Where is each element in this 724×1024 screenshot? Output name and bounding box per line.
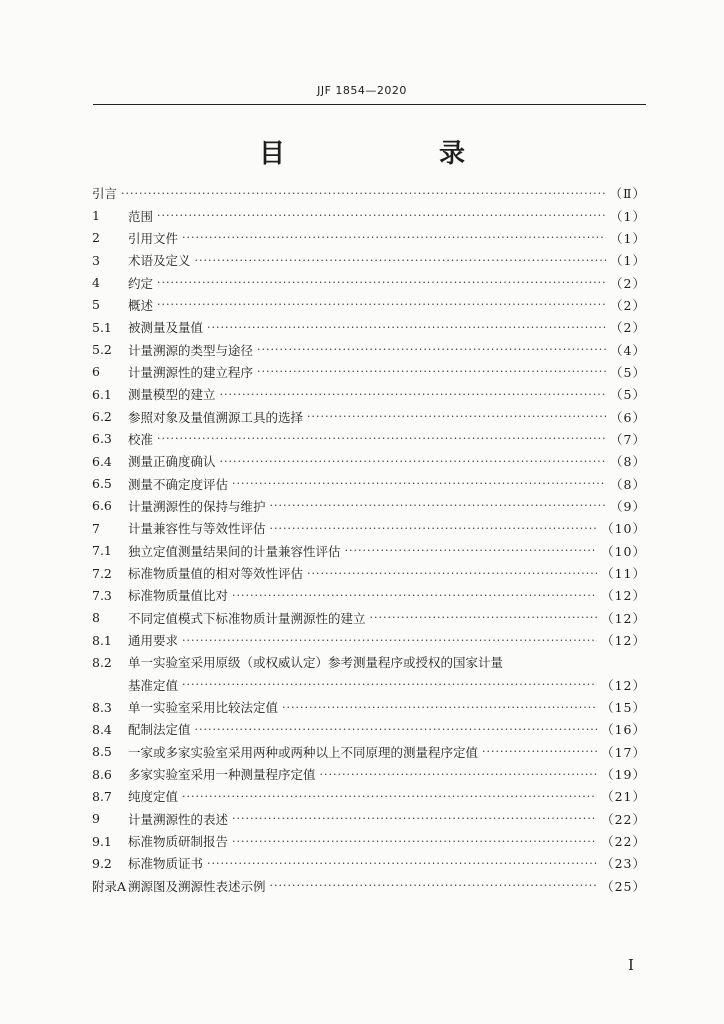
toc-entry-number: 8.1	[92, 632, 112, 648]
toc-entry[interactable]	[92, 428, 646, 450]
toc-entry-number: 6.3	[92, 431, 112, 447]
toc-leader-dots	[232, 589, 597, 602]
toc-entry-page: （8）	[610, 454, 646, 470]
toc-entry[interactable]	[92, 651, 646, 673]
toc-entry[interactable]	[92, 361, 646, 383]
toc-entry-page: （12）	[601, 610, 646, 626]
toc-leader-dots	[482, 745, 597, 758]
toc-entry-number: 9.2	[92, 855, 112, 871]
toc-entry-number: 9	[92, 811, 100, 827]
toc-entry-number: 7	[92, 520, 100, 536]
toc-entry[interactable]	[92, 227, 646, 249]
toc-entry-page: （1）	[610, 253, 646, 269]
toc-entry[interactable]	[92, 294, 646, 316]
header-rule	[93, 104, 646, 105]
toc-entry-page: （16）	[601, 722, 646, 738]
toc-entry-page: （1）	[610, 230, 646, 246]
toc-leader-dots	[232, 477, 606, 490]
toc-entry-page: （4）	[610, 342, 646, 358]
toc-entry-number: 6.6	[92, 498, 112, 514]
toc-leader-dots	[157, 298, 606, 311]
toc-entry-number: 附录A	[92, 878, 127, 894]
toc-entry-label: 引用文件	[128, 230, 179, 246]
toc-entry-page: （6）	[610, 409, 646, 425]
toc-entry-page: （5）	[610, 387, 646, 403]
toc-entry-number: 2	[92, 230, 100, 246]
toc-entry-page: （10）	[601, 521, 646, 537]
toc-entry-label: 计量溯源性的表述	[128, 811, 229, 827]
toc-entry-page: （2）	[610, 320, 646, 336]
toc-entry[interactable]	[92, 629, 646, 651]
toc-entry[interactable]	[92, 204, 646, 226]
toc-entry-number: 3	[92, 252, 100, 268]
toc-entry-label: 术语及定义	[128, 253, 191, 269]
table-of-contents	[92, 182, 646, 897]
toc-leader-dots	[157, 276, 606, 289]
page-number: I	[628, 956, 634, 974]
toc-entry-label: 配制法定值	[128, 722, 191, 738]
toc-entry[interactable]	[92, 763, 646, 785]
toc-entry-label: 标准物质证书	[128, 856, 204, 872]
toc-entry-page: （1）	[610, 208, 646, 224]
toc-entry-number: 8.6	[92, 766, 112, 782]
toc-entry-label: 标准物质研制报告	[128, 834, 229, 850]
toc-entry-page: （19）	[601, 767, 646, 783]
toc-entry-page: （22）	[601, 834, 646, 850]
toc-entry-label: 独立定值测量结果间的计量兼容性评估	[128, 543, 341, 559]
toc-entry-page: （10）	[601, 543, 646, 559]
toc-entry-label: 标准物质量值的相对等效性评估	[128, 566, 304, 582]
toc-leader-dots	[182, 790, 597, 803]
toc-entry[interactable]	[92, 696, 646, 718]
toc-entry-number: 5	[92, 297, 100, 313]
toc-entry-page: （21）	[601, 789, 646, 805]
toc-entry-label: 单一实验室采用原级（或权威认定）参考测量程序或授权的国家计量	[128, 655, 504, 671]
toc-entry[interactable]	[92, 271, 646, 293]
toc-leader-dots	[220, 388, 607, 401]
toc-entry[interactable]	[92, 450, 646, 472]
toc-leader-dots	[157, 432, 606, 445]
toc-entry-label: 计量溯源的类型与途径	[128, 342, 254, 358]
toc-entry-page: （15）	[601, 700, 646, 716]
toc-entry[interactable]	[92, 405, 646, 427]
toc-entry[interactable]	[92, 316, 646, 338]
toc-entry-number: 7.2	[92, 565, 112, 581]
toc-entry[interactable]	[92, 785, 646, 807]
toc-entry-page: （11）	[601, 566, 646, 582]
toc-entry[interactable]	[92, 495, 646, 517]
toc-entry-page: （7）	[610, 431, 646, 447]
toc-entry-page: （Ⅱ）	[609, 186, 646, 202]
toc-entry[interactable]	[92, 182, 646, 204]
toc-leader-dots	[182, 634, 597, 647]
toc-entry-page: （12）	[601, 633, 646, 649]
toc-entry-label: 计量兼容性与等效性评估	[128, 521, 266, 537]
toc-entry-page: （12）	[601, 588, 646, 604]
toc-leader-dots	[270, 499, 607, 512]
toc-entry-number: 8.7	[92, 788, 112, 804]
toc-leader-dots	[207, 321, 606, 334]
toc-entry[interactable]	[92, 540, 646, 562]
toc-entry[interactable]	[92, 517, 646, 539]
toc-entry-number: 6.4	[92, 453, 112, 469]
toc-entry[interactable]	[92, 741, 646, 763]
toc-entry-number: 1	[92, 208, 100, 224]
toc-entry-number: 5.2	[92, 342, 112, 358]
toc-leader-dots	[270, 879, 598, 892]
toc-leader-dots	[307, 567, 597, 580]
toc-entry-label: 计量溯源性的建立程序	[128, 364, 254, 380]
toc-entry-number: 8.3	[92, 699, 112, 715]
toc-leader-dots	[182, 231, 606, 244]
toc-entry-page: （9）	[610, 498, 646, 514]
toc-entry-label: 范围	[128, 208, 154, 224]
toc-entry-label: 溯源图及溯源性表述示例	[128, 878, 266, 894]
toc-leader-dots	[257, 365, 606, 378]
toc-title: 目 录	[258, 139, 499, 169]
toc-leader-dots	[257, 343, 606, 356]
toc-leader-dots	[157, 209, 606, 222]
toc-leader-dots	[195, 254, 607, 267]
toc-entry-page: （12）	[601, 677, 646, 693]
toc-entry-label: 测量不确定度评估	[128, 476, 229, 492]
toc-entry-label: 标准物质量值比对	[128, 588, 229, 604]
toc-entry-page: （25）	[601, 878, 646, 894]
toc-entry-page: （2）	[610, 297, 646, 313]
toc-entry-number: 7.1	[92, 543, 112, 559]
toc-leader-dots	[307, 410, 606, 423]
toc-leader-dots	[121, 187, 605, 200]
toc-leader-dots	[207, 857, 597, 870]
toc-entry-label: 约定	[128, 275, 154, 291]
toc-entry-page: （17）	[601, 744, 646, 760]
toc-entry-label: 概述	[128, 297, 154, 313]
toc-entry[interactable]	[92, 830, 646, 852]
toc-leader-dots	[270, 522, 598, 535]
toc-entry-label: 被测量及量值	[128, 320, 204, 336]
toc-entry[interactable]	[92, 562, 646, 584]
toc-leader-dots	[282, 701, 597, 714]
toc-entry-page: （2）	[610, 275, 646, 291]
toc-entry-label: 通用要求	[128, 633, 179, 649]
toc-entry-label: 不同定值模式下标准物质计量溯源性的建立	[128, 610, 366, 626]
toc-entry-label: 纯度定值	[128, 789, 179, 805]
toc-entry-label: 测量模型的建立	[128, 387, 216, 403]
toc-entry[interactable]	[92, 718, 646, 740]
toc-leader-dots	[320, 768, 598, 781]
toc-entry[interactable]	[92, 338, 646, 360]
toc-entry-page: （23）	[601, 856, 646, 872]
toc-leader-dots	[195, 723, 598, 736]
document-code: JJF 1854—2020	[317, 84, 407, 97]
toc-entry-number: 8.5	[92, 744, 112, 760]
toc-entry-label: 单一实验室采用比较法定值	[128, 700, 279, 716]
toc-leader-dots	[370, 611, 598, 624]
toc-entry-label: 校准	[128, 431, 154, 447]
toc-entry[interactable]	[92, 674, 646, 696]
toc-entry-number: 8	[92, 610, 100, 626]
toc-entry-label: 测量正确度确认	[128, 454, 216, 470]
toc-entry-number: 8.4	[92, 721, 112, 737]
toc-entry[interactable]	[92, 808, 646, 830]
toc-entry-page: （22）	[601, 811, 646, 827]
toc-entry[interactable]	[92, 383, 646, 405]
toc-entry-number: 6.5	[92, 476, 112, 492]
toc-entry-label: 一家或多家实验室采用两种或两种以上不同原理的测量程序定值	[128, 744, 479, 760]
toc-entry[interactable]	[92, 249, 646, 271]
toc-entry-number: 6	[92, 364, 100, 380]
toc-leader-dots	[220, 455, 607, 468]
toc-entry-number: 5.1	[92, 319, 112, 335]
toc-leader-dots	[232, 835, 597, 848]
toc-entry-label: 引言	[92, 186, 118, 202]
toc-entry-page: （5）	[610, 364, 646, 380]
toc-entry[interactable]	[92, 852, 646, 874]
toc-entry-number: 7.3	[92, 587, 112, 603]
toc-leader-dots	[182, 678, 597, 691]
toc-entry-label: 多家实验室采用一种测量程序定值	[128, 767, 316, 783]
toc-leader-dots	[232, 812, 597, 825]
toc-entry-label: 计量溯源性的保持与维护	[128, 498, 266, 514]
toc-entry-number: 9.1	[92, 833, 112, 849]
toc-entry[interactable]	[92, 584, 646, 606]
toc-entry-number: 4	[92, 275, 100, 291]
toc-entry[interactable]	[92, 875, 646, 897]
toc-entry[interactable]	[92, 472, 646, 494]
toc-entry-number: 6.1	[92, 386, 112, 402]
toc-entry-number: 8.2	[92, 654, 112, 670]
toc-leader-dots	[345, 544, 598, 557]
toc-entry-label: 参照对象及量值溯源工具的选择	[128, 409, 304, 425]
toc-entry[interactable]	[92, 607, 646, 629]
toc-entry-label: 基准定值	[128, 677, 179, 693]
toc-entry-number: 6.2	[92, 409, 112, 425]
toc-entry-page: （8）	[610, 476, 646, 492]
